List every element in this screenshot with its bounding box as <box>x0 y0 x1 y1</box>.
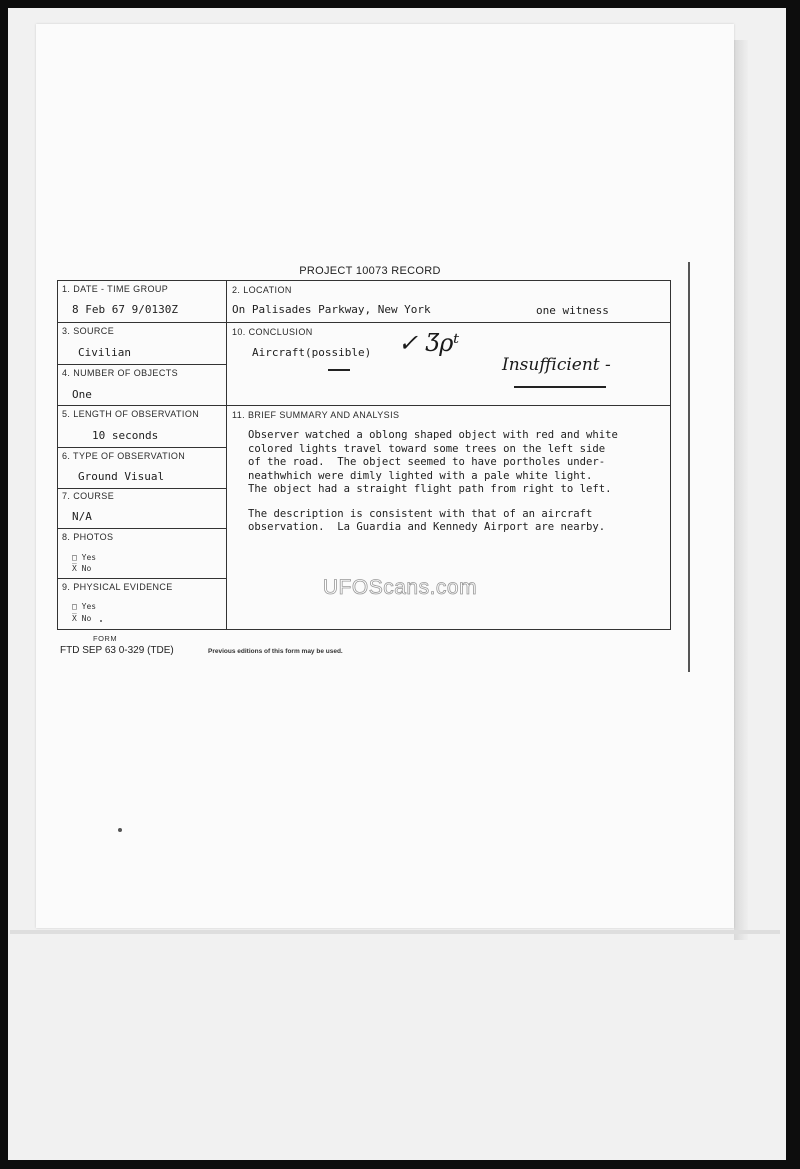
date-time-label: 1. DATE - TIME GROUP <box>62 284 169 294</box>
photos-yes: □ Yes <box>72 553 97 562</box>
handwritten-dash <box>328 369 350 371</box>
photos-label: 8. PHOTOS <box>62 532 114 542</box>
length-of-observation-value: 10 seconds <box>92 429 159 442</box>
source-label: 3. SOURCE <box>62 326 115 336</box>
row-divider-6 <box>58 528 226 529</box>
physical-evidence-no: X̅ No <box>72 614 92 623</box>
row-divider-3 <box>58 405 670 406</box>
row-divider-4 <box>58 447 226 448</box>
type-of-observation-label: 6. TYPE OF OBSERVATION <box>62 451 186 461</box>
handwritten-underline <box>514 386 606 388</box>
handwritten-note: Insufficient - <box>502 355 611 375</box>
row-divider-1 <box>58 322 670 323</box>
conclusion-value: Aircraft(possible) <box>252 346 372 359</box>
scan-speck <box>100 620 102 622</box>
column-divider <box>226 281 227 629</box>
row-divider-5 <box>58 488 226 489</box>
row-divider-2 <box>58 364 226 365</box>
summary-label: 11. BRIEF SUMMARY AND ANALYSIS <box>232 410 400 420</box>
form-edge-line <box>688 262 690 672</box>
physical-evidence-yes: □ Yes <box>72 602 97 611</box>
footer-note: Previous editions of this form may be used. <box>208 648 343 655</box>
conclusion-label: 10. CONCLUSION <box>232 327 313 337</box>
paper-shadow <box>734 40 748 940</box>
physical-evidence-label: 9. PHYSICAL EVIDENCE <box>62 582 173 592</box>
source-value: Civilian <box>78 346 131 359</box>
paper-fold <box>10 930 780 934</box>
scan-speck <box>118 828 122 832</box>
location-label: 2. LOCATION <box>232 285 292 295</box>
type-of-observation-value: Ground Visual <box>78 470 165 483</box>
course-label: 7. COURSE <box>62 491 115 501</box>
summary-paragraph-2: The description is consistent with that of an aircraft observation. La Guardia and Kennedy Airport are nearby. <box>248 507 606 533</box>
summary-paragraph-1: Observer watched a oblong shaped object with red and white colored lights travel toward some trees on the left side of the road. The object seemed to have portholes under- neathwhich were dimly lighted with a pale white light. The object had a straight flight path from right to left. <box>248 429 618 495</box>
photos-no: X̅ No <box>72 564 92 573</box>
location-value: On Palisades Parkway, New York <box>232 303 431 316</box>
witness-count: one witness <box>536 304 609 317</box>
number-of-objects-label: 4. NUMBER OF OBJECTS <box>62 368 179 378</box>
row-divider-7 <box>58 578 226 579</box>
number-of-objects-value: One <box>72 388 92 401</box>
summary-body <box>248 429 668 546</box>
form-title: PROJECT 10073 RECORD <box>299 265 441 277</box>
length-of-observation-label: 5. LENGTH OF OBSERVATION <box>62 409 200 419</box>
course-value: N/A <box>72 510 92 523</box>
watermark-logo: UFOScans.com <box>322 576 478 599</box>
date-time-value: 8 Feb 67 9/0130Z <box>72 303 178 316</box>
footer-form-word: FORM <box>93 634 118 643</box>
footer-form-id: FTD SEP 63 0-329 (TDE) <box>60 645 174 656</box>
handwritten-check: ✓ Ʒρᵗ <box>398 329 460 357</box>
